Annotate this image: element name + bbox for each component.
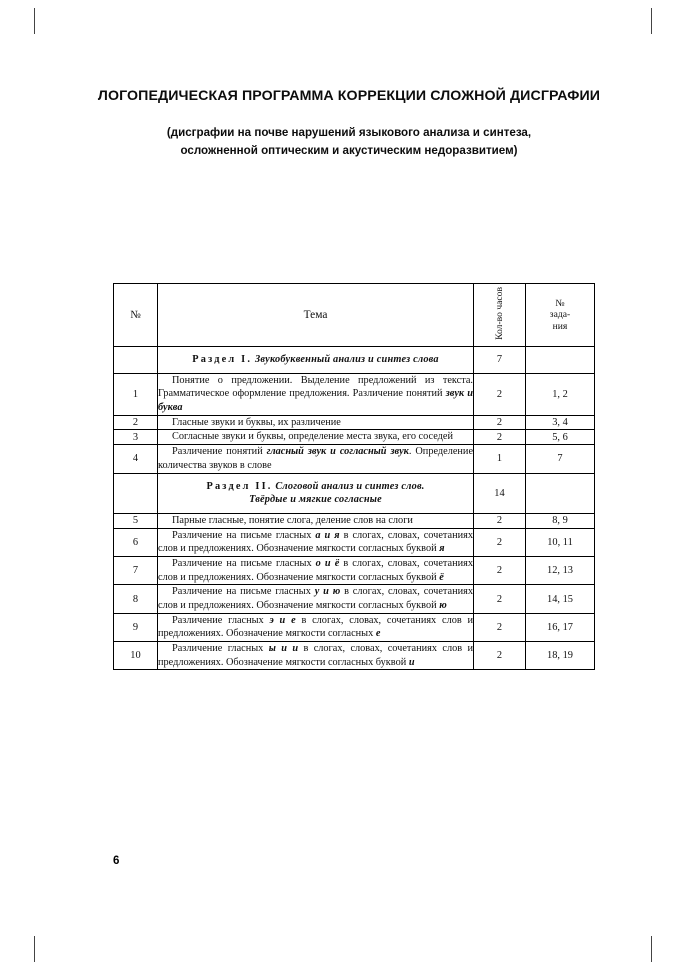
row-hours: 2 xyxy=(474,430,526,445)
row-task: 1, 2 xyxy=(526,373,595,415)
row-theme-text: Различение на письме гласных xyxy=(172,529,312,541)
crop-mark-top-right xyxy=(651,8,652,34)
row-theme xyxy=(158,556,474,584)
column-header-hours xyxy=(474,284,526,347)
table-row xyxy=(114,528,595,556)
column-header-task-line3: ния xyxy=(552,320,568,332)
section-prefix: Раздел I. xyxy=(192,354,253,365)
row-theme-text: Различение на письме гласных xyxy=(172,586,311,598)
column-header-theme: Тема xyxy=(158,284,474,347)
table-row xyxy=(114,430,595,445)
row-task: 14, 15 xyxy=(526,585,595,613)
row-number: 4 xyxy=(114,445,158,473)
row-theme-text: Гласные звуки и буквы, их различение xyxy=(172,416,341,428)
row-task: 7 xyxy=(526,445,595,473)
row-theme-text: Различение гласных xyxy=(172,614,264,626)
row-task: 18, 19 xyxy=(526,642,595,670)
row-theme-emphasis: у и ю xyxy=(314,586,341,598)
row-hours: 2 xyxy=(474,642,526,670)
row-hours: 2 xyxy=(474,613,526,641)
row-theme-tail: в слогах, словах, сочетаниях слов и предложениях. Обозначение мягкости согласных буквой xyxy=(158,643,474,668)
row-theme xyxy=(158,528,474,556)
table-row xyxy=(114,445,595,473)
row-theme xyxy=(158,513,474,528)
row-theme xyxy=(158,445,474,473)
row-theme xyxy=(158,473,474,513)
table-row xyxy=(114,513,595,528)
row-theme-tail: в слогах, словах, сочетаниях слов и предложениях. Обозначение мягкости согласных xyxy=(158,614,474,640)
row-number: 1 xyxy=(114,373,158,415)
row-hours: 2 xyxy=(474,415,526,430)
row-theme-text: Различение гласных xyxy=(172,643,264,655)
row-number: 7 xyxy=(114,556,158,584)
row-theme-emphasis-tail: и xyxy=(408,656,415,668)
table-row xyxy=(114,642,595,670)
row-theme xyxy=(158,415,474,430)
row-hours: 7 xyxy=(474,347,526,374)
row-theme-emphasis-tail: я xyxy=(439,543,445,555)
row-number: 9 xyxy=(114,613,158,641)
row-theme-text: Различение на письме гласных xyxy=(172,557,312,569)
table-row xyxy=(114,373,595,415)
row-number: 3 xyxy=(114,430,158,445)
table-row xyxy=(114,556,595,584)
table-body xyxy=(114,347,595,670)
row-theme-tail: в слогах, словах, сочетаниях слов и предложениях. Обозначение мягкости согласных буквой xyxy=(158,557,473,583)
section-title-line2: Твёрдые и мягкие согласные xyxy=(249,494,382,506)
page-number: 6 xyxy=(113,855,120,867)
row-number: 6 xyxy=(114,528,158,556)
column-header-hours-label: Кол-во часов xyxy=(493,287,505,340)
table-row xyxy=(114,585,595,613)
column-header-task-line2: зада- xyxy=(549,309,571,321)
table-row xyxy=(114,415,595,430)
row-theme-text: Различение понятий xyxy=(172,446,263,458)
row-task: 5, 6 xyxy=(526,430,595,445)
row-number xyxy=(114,347,158,374)
row-theme-tail: в слогах, словах, сочетаниях слов и предложениях. Обозначение мягкости согласных буквой xyxy=(158,529,474,555)
row-theme-emphasis: э и е xyxy=(269,614,296,626)
table-row xyxy=(114,473,595,513)
row-task: 16, 17 xyxy=(526,613,595,641)
title-subtitle-line1: (дисграфии на почве нарушений языкового анализа и синтеза, xyxy=(166,125,532,139)
row-theme-emphasis: гласный звук и согласный звук xyxy=(266,446,409,458)
title-main: ЛОГОПЕДИЧЕСКАЯ ПРОГРАММА КОРРЕКЦИИ СЛОЖНОЙ ДИСГРАФИИ xyxy=(97,88,601,104)
curriculum-table xyxy=(113,283,595,670)
row-theme-text: Согласные звуки и буквы, определение места звука, его соседей xyxy=(172,431,453,443)
row-number xyxy=(114,473,158,513)
title-subtitle-line2: осложненной оптическим и акустическим недоразвитием) xyxy=(180,143,518,157)
crop-mark-bottom-left xyxy=(34,936,35,962)
table-header xyxy=(114,284,595,347)
row-theme xyxy=(158,585,474,613)
row-theme xyxy=(158,347,474,374)
column-header-number: № xyxy=(114,284,158,347)
row-theme-emphasis: а и я xyxy=(315,529,340,541)
page-title xyxy=(96,88,602,160)
row-task xyxy=(526,347,595,374)
row-theme-emphasis: о и ё xyxy=(315,557,340,569)
title-subtitle xyxy=(96,124,602,160)
row-hours: 2 xyxy=(474,373,526,415)
row-hours: 2 xyxy=(474,528,526,556)
row-number: 8 xyxy=(114,585,158,613)
row-theme-text: Понятие о предложении. Выделение предложений из текста. Грамматическое оформление предложения. Различение понятий xyxy=(158,374,473,400)
row-task: 10, 11 xyxy=(526,528,595,556)
row-theme xyxy=(158,613,474,641)
row-hours: 2 xyxy=(474,513,526,528)
row-hours: 1 xyxy=(474,445,526,473)
row-theme-tail: . Определение количества звуков в слове xyxy=(158,446,474,471)
row-theme-emphasis: ы и и xyxy=(268,643,299,655)
row-theme-text: Парные гласные, понятие слога, деление слов на слоги xyxy=(172,514,413,526)
row-task: 12, 13 xyxy=(526,556,595,584)
section-title: Слоговой анализ и синтез слов. xyxy=(275,480,425,492)
row-theme-emphasis-tail: ю xyxy=(439,600,447,611)
row-theme-tail: в слогах, словах, сочетаниях слов и предложениях. Обозначение мягкости согласных буквой xyxy=(158,586,474,611)
table-header-row xyxy=(114,284,595,347)
table-row xyxy=(114,347,595,374)
section-title: Звукобуквенный анализ и синтез слова xyxy=(254,354,439,365)
row-theme-emphasis: звук и буква xyxy=(158,388,474,414)
row-number: 10 xyxy=(114,642,158,670)
row-theme-emphasis-tail: е xyxy=(375,628,381,640)
row-hours: 2 xyxy=(474,556,526,584)
row-hours: 2 xyxy=(474,585,526,613)
crop-mark-top-left xyxy=(34,8,35,34)
row-theme xyxy=(158,642,474,670)
row-task xyxy=(526,473,595,513)
row-task: 8, 9 xyxy=(526,513,595,528)
row-task: 3, 4 xyxy=(526,415,595,430)
column-header-task-line1: № xyxy=(555,298,565,310)
row-number: 5 xyxy=(114,513,158,528)
row-theme-emphasis-tail: ё xyxy=(439,571,444,583)
section-prefix: Раздел II. xyxy=(206,480,273,492)
column-header-task xyxy=(526,284,595,347)
row-number: 2 xyxy=(114,415,158,430)
crop-mark-bottom-right xyxy=(651,936,652,962)
row-theme xyxy=(158,430,474,445)
table-row xyxy=(114,613,595,641)
row-hours: 14 xyxy=(474,473,526,513)
row-theme xyxy=(158,373,474,415)
